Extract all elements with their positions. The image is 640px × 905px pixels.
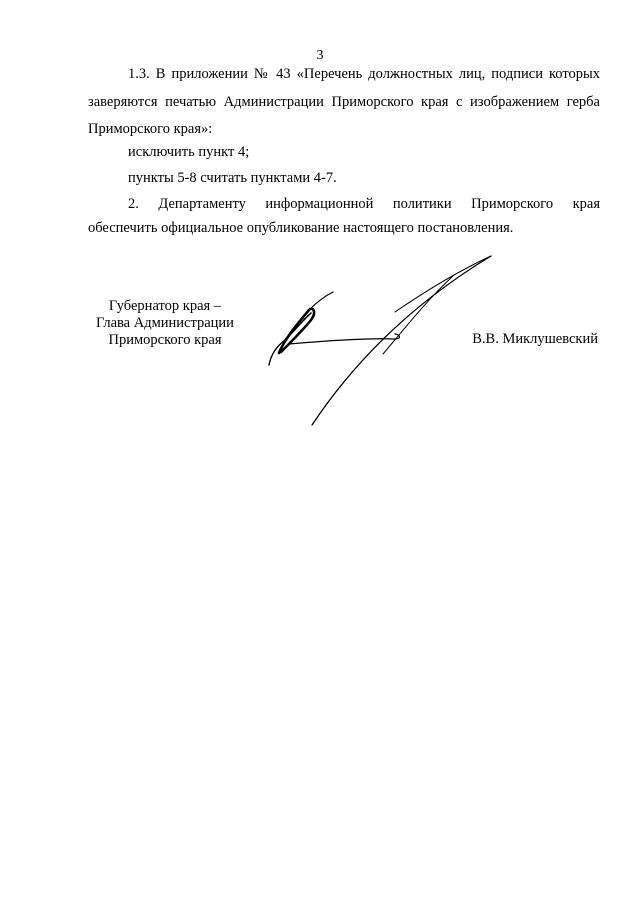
page-number: 3 bbox=[316, 48, 324, 63]
paragraph-1-3 bbox=[88, 66, 600, 136]
paragraph-line: заверяются печатью Администрации Приморского края с изображением герба bbox=[88, 94, 600, 110]
signatory-title bbox=[80, 298, 250, 349]
paragraph-line: исключить пункт 4; bbox=[128, 144, 250, 160]
paragraph-line: пункты 5-8 считать пунктами 4-7. bbox=[128, 170, 337, 186]
paragraph-renumber-items bbox=[88, 170, 600, 190]
paragraph-line: 1.3. В приложении № 43 «Перечень должностных лиц, подписи которых bbox=[128, 66, 600, 82]
paragraph-line: Приморского края»: bbox=[88, 121, 213, 137]
signatory-title-line: Губернатор края – bbox=[108, 298, 222, 314]
paragraph-exclude-item bbox=[88, 144, 600, 164]
signatory-title-line: Приморского края bbox=[108, 332, 222, 348]
signatory-title-line: Глава Администрации bbox=[96, 315, 234, 331]
signatory-name: В.В. Миклушевский bbox=[472, 331, 598, 347]
paragraph-line: обеспечить официальное опубликование настоящего постановления. bbox=[88, 220, 514, 236]
paragraph-line: 2. Департаменту информационной политики Приморского края bbox=[128, 196, 600, 212]
paragraph-2 bbox=[88, 196, 600, 246]
